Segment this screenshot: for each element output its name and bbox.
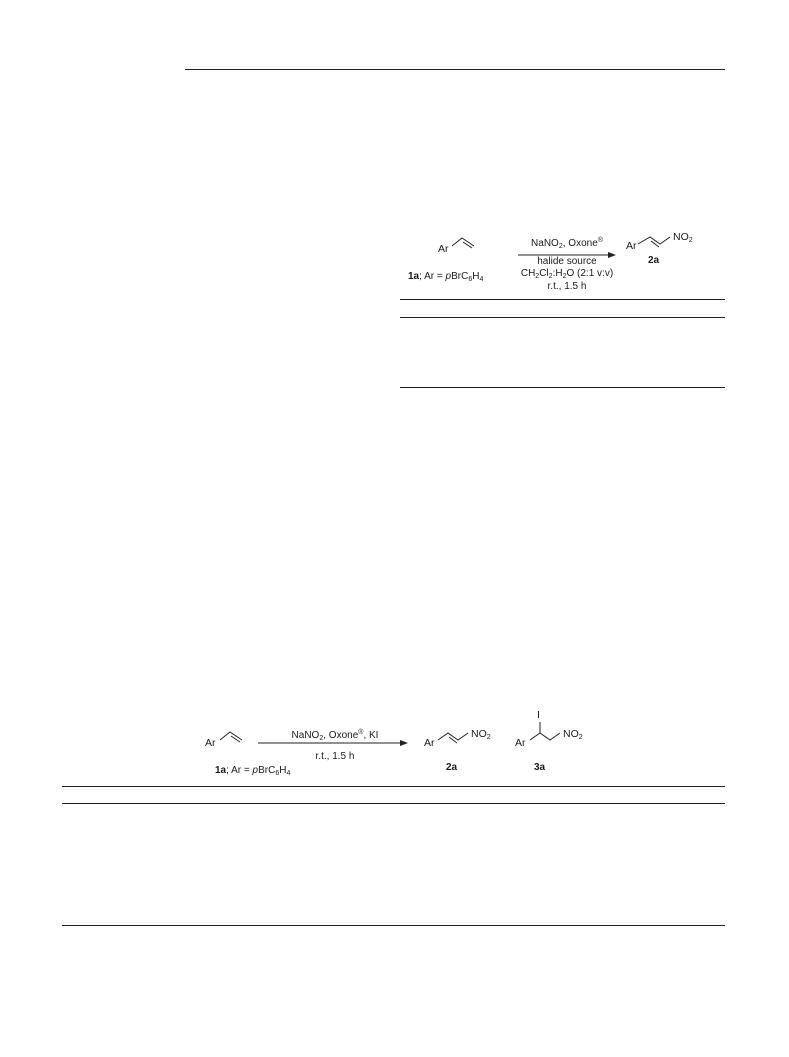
scheme-2-side-product-no2: $NO_2$ xyxy=(563,728,583,741)
scheme-1-product-no2: $NO_2$ xyxy=(673,231,693,244)
scheme-1 xyxy=(400,225,730,300)
table-2-header-rule xyxy=(62,803,725,804)
scheme-2-reactant-ar: Ar xyxy=(205,737,216,749)
table-2-top-rule xyxy=(62,786,725,787)
scheme-2-side-product-ar: Ar xyxy=(515,737,526,749)
scheme-2-product-no2: $NO_2$ xyxy=(471,728,491,741)
scheme-1-substrate-label: 1a; $Ar = pBrC_6H_4$ xyxy=(408,271,484,283)
scheme-1-reagents-line-1: NaNO$_2$, Oxone® xyxy=(531,237,603,250)
table-1-bottom-rule xyxy=(400,387,725,388)
scheme-1-reagents-line-2: halide source xyxy=(537,256,597,267)
iodonitro-bonds xyxy=(530,733,560,740)
scheme-1-reactant-ar: Ar xyxy=(438,243,449,255)
table-1-top-rule xyxy=(400,299,725,300)
scheme-2-product-label: 2a xyxy=(446,762,458,773)
table-2-bottom-rule xyxy=(62,925,725,926)
header-rule xyxy=(185,69,725,70)
scheme-2-side-product-i: I xyxy=(537,709,540,721)
styrene-double-bond xyxy=(463,242,472,248)
scheme-2-product-ar: Ar xyxy=(424,737,435,749)
scheme-2-side-product-label: 3a xyxy=(534,762,546,773)
nitrostyrene-bonds xyxy=(438,733,468,740)
scheme-2-reagents-line-2: r.t., 1.5 h xyxy=(315,751,355,762)
scheme-1-reagents-line-3: $CH_2Cl_2:H_2O$ (2:1 v:v) xyxy=(520,268,614,280)
scheme-1-product-ar: Ar xyxy=(626,240,637,252)
table-1-header-rule xyxy=(400,317,725,318)
reaction-arrow-head xyxy=(400,740,408,746)
styrene-double-bond xyxy=(231,736,240,742)
scheme-1-reagents-line-4: r.t., 1.5 h xyxy=(547,281,587,292)
scheme-2-substrate-label: 1a; $Ar = pBrC_6H_4$ xyxy=(215,765,291,777)
scheme-1-product-label: 2a xyxy=(648,255,660,266)
scheme-2 xyxy=(190,709,610,786)
scheme-2-reagents-line-1: NaNO$_2$, Oxone®, KI xyxy=(291,729,379,742)
